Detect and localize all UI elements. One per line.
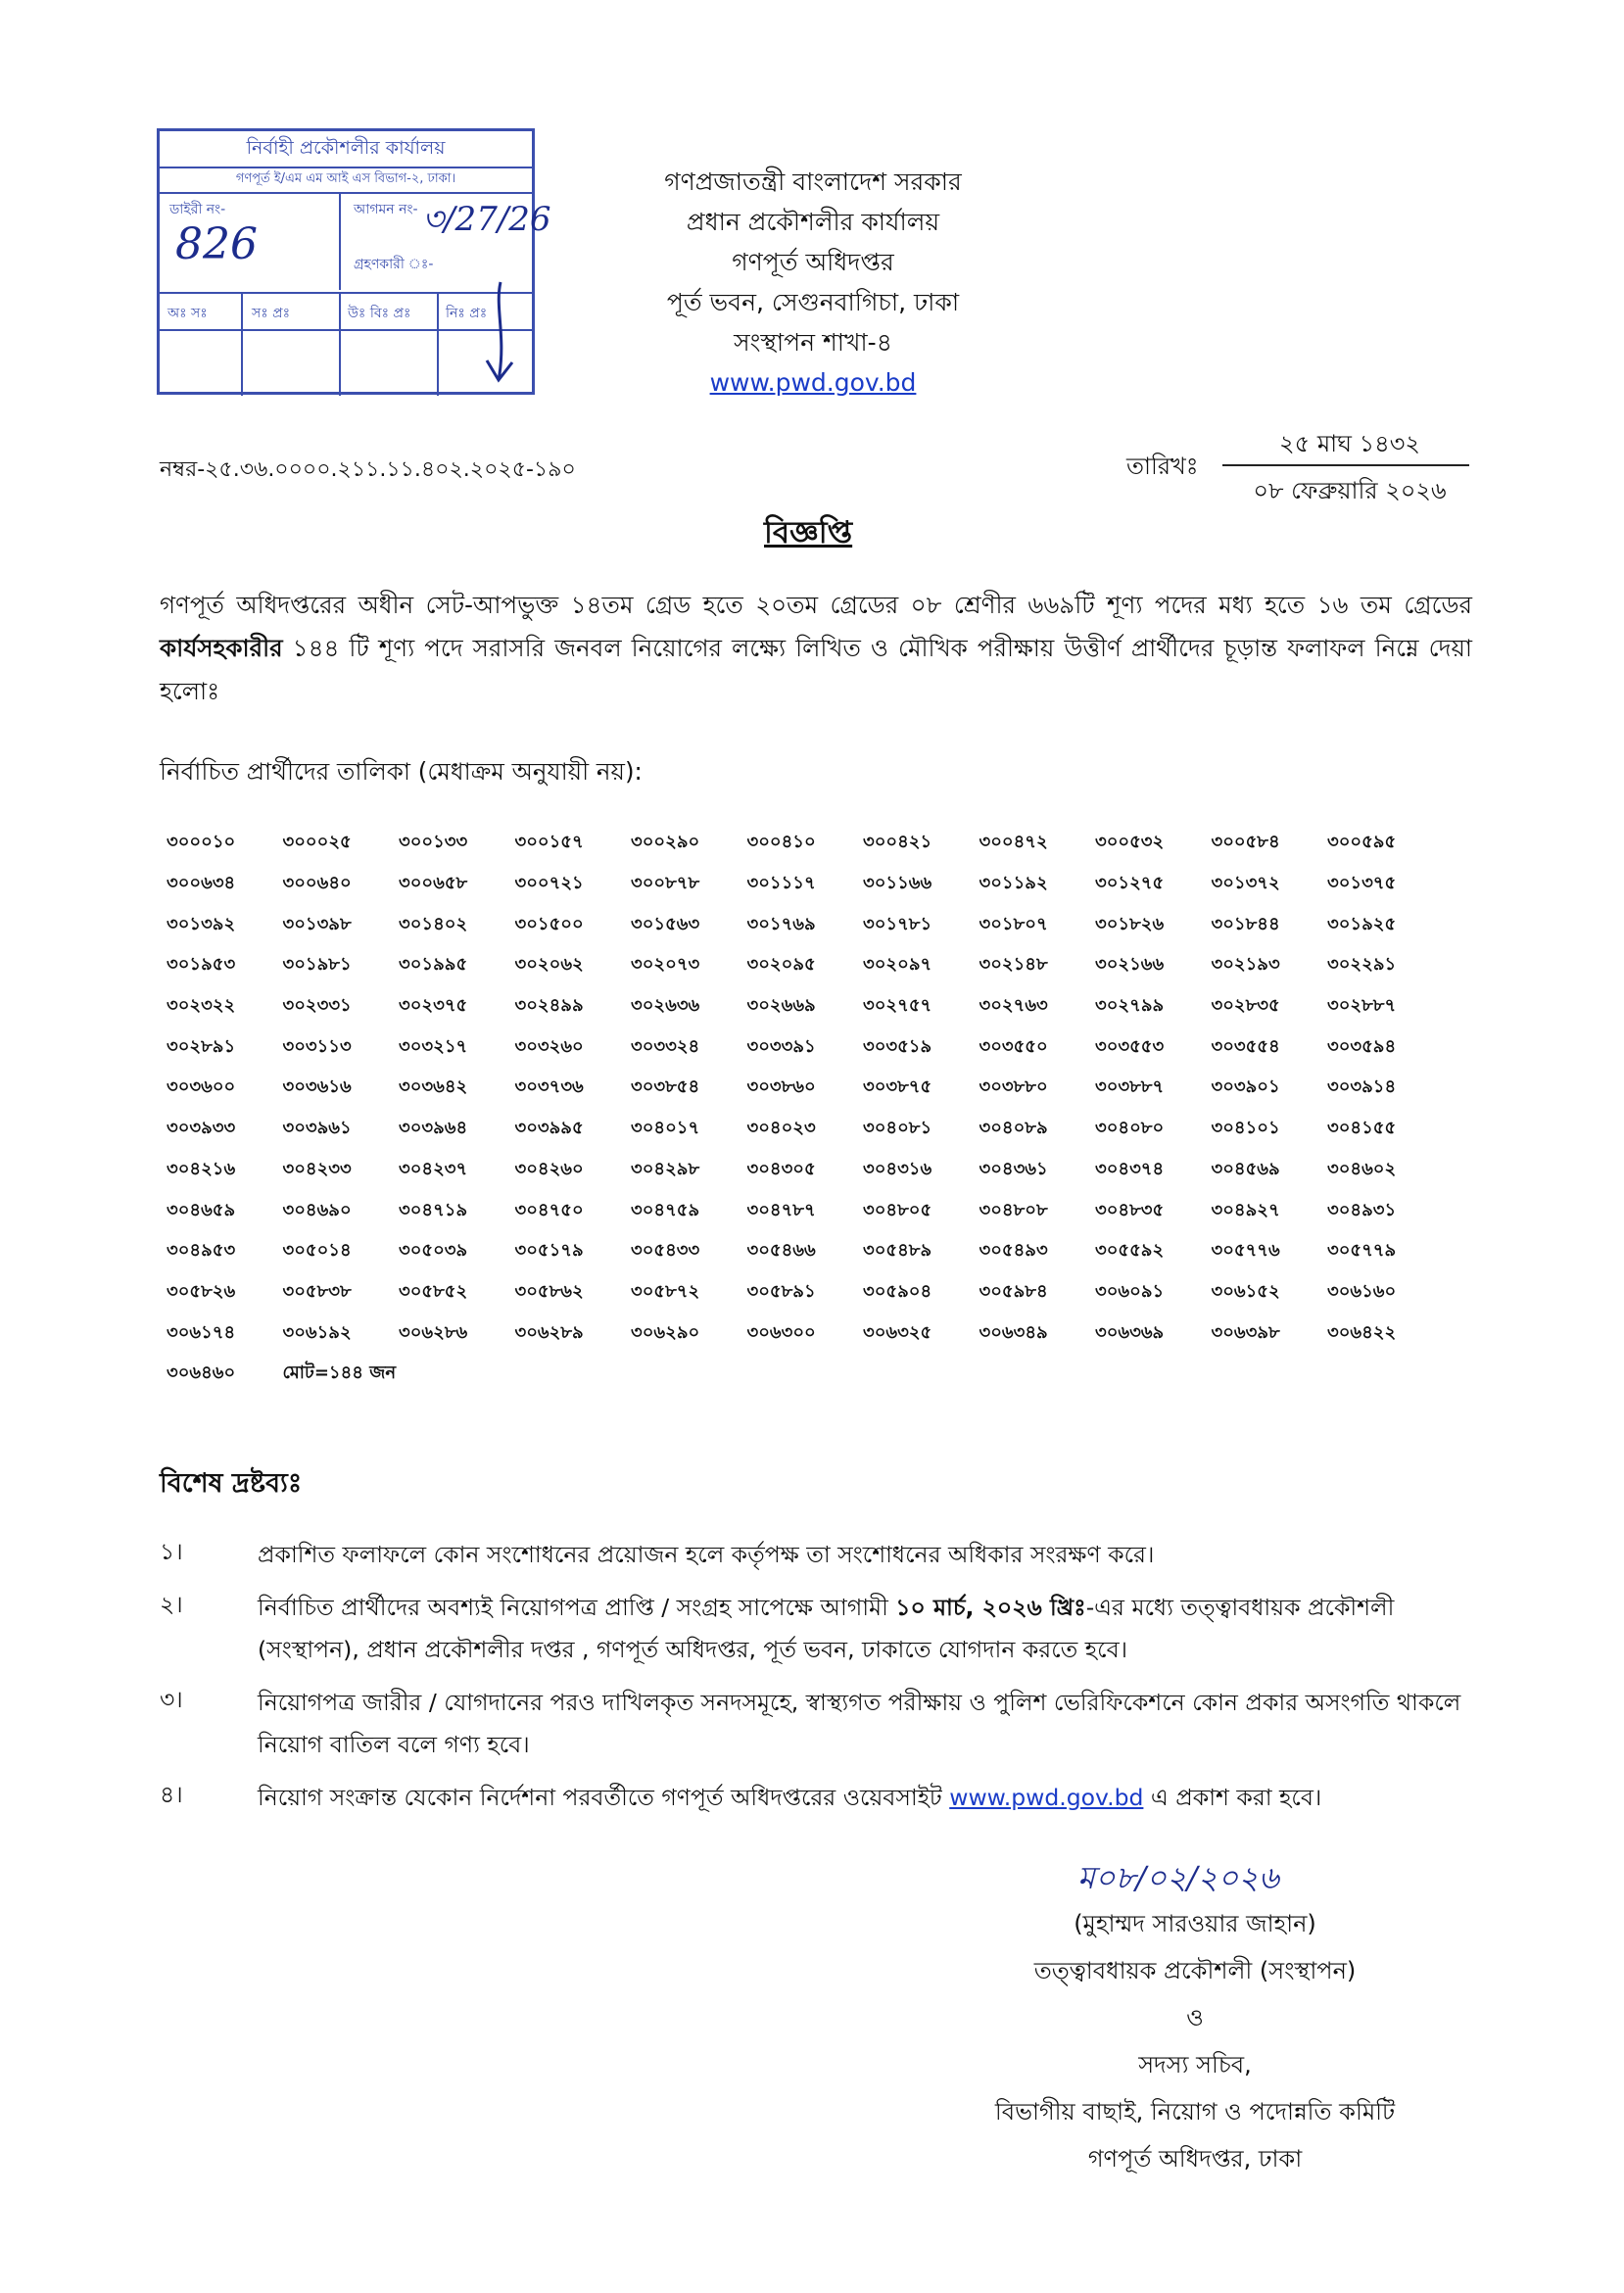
note-item: [160, 1587, 1472, 1671]
roll-number-cell: ৩০৬৩৯৮: [1211, 1321, 1280, 1343]
roll-number-cell: ৩০৪২৯৮: [631, 1158, 700, 1179]
roll-row: [167, 1231, 1444, 1272]
roll-number-cell: ৩০৩৮৭৫: [863, 1076, 932, 1098]
stamp-division: গণপূর্ত ই/এম এম আই এস বিভাগ-২, ঢাকা।: [160, 167, 532, 194]
roll-row: [167, 1272, 1444, 1314]
roll-number-cell: ৩০২৬৬৯: [746, 995, 816, 1017]
roll-number-cell: ৩০৫০৩৯: [399, 1240, 468, 1262]
roll-number-cell: ৩০০১৩৩: [399, 832, 468, 853]
stamp-cell: সঃ প্রঃ: [252, 306, 291, 321]
roll-number-cell: ৩০৬২৯০: [631, 1321, 700, 1343]
roll-number-cell: ৩০৬১৫২: [1211, 1280, 1280, 1302]
roll-number-cell: ৩০২০৭৩: [631, 954, 700, 976]
roll-number-cell: ৩০২৭৬৩: [979, 995, 1048, 1017]
roll-number-cell: ৩০৬১৯২: [282, 1321, 352, 1343]
roll-number-cell: ৩০৩৫৫০: [979, 1035, 1048, 1057]
signatory-committee: বিভাগীয় বাছাই, নিয়োগ ও পদোন্নতি কমিটি: [994, 2098, 1396, 2126]
roll-number-cell: ৩০১৮৪৪: [1211, 913, 1280, 934]
roll-number-cell: ৩০২৮৮৭: [1327, 995, 1397, 1017]
roll-number-cell: ৩০৪৭৫৯: [631, 1199, 700, 1220]
roll-number-cell: ৩০৬৩৬৯: [1095, 1321, 1165, 1343]
roll-number-cell: ৩০১৭৮১: [863, 913, 932, 934]
roll-number-cell: ৩০১৩৯২: [167, 913, 236, 934]
stamp-diary-number: 826: [175, 219, 258, 269]
roll-number-cell: ৩০৬৪৬০: [167, 1362, 236, 1384]
roll-number-cell: ৩০২৩২২: [167, 995, 236, 1017]
stamp-office: নির্বাহী প্রকৌশলীর কার্যালয়: [160, 131, 532, 168]
header-line-2: প্রধান প্রকৌশলীর কার্যালয়: [686, 208, 940, 236]
date-english: ০৮ ফেব্রুয়ারি ২০২৬: [1253, 477, 1447, 504]
header-website-link[interactable]: www.pwd.gov.bd: [709, 368, 917, 397]
roll-number-cell: ৩০২৮৯১: [167, 1035, 236, 1057]
roll-number-cell: ৩০৪৩৭৪: [1095, 1158, 1165, 1179]
roll-number-cell: ৩০৬২৮৬: [399, 1321, 468, 1343]
roll-row: [167, 1150, 1444, 1191]
note-number: ৪।: [160, 1781, 183, 1808]
header-line-5: সংস্থাপন শাখা-৪: [734, 328, 892, 357]
roll-number-cell: ৩০৪৩১৬: [863, 1158, 932, 1179]
signature-block: [979, 1900, 1410, 2182]
signatory-role: সদস্য সচিব,: [1138, 2051, 1252, 2078]
roll-number-cell: ৩০১৯২৫: [1327, 913, 1397, 934]
stamp-cell: অঃ সঃ: [167, 306, 208, 321]
roll-number-cell: ৩০৪১০১: [1211, 1118, 1280, 1139]
handwritten-mark: [483, 278, 522, 386]
roll-number-cell: ৩০১৫০০: [514, 913, 584, 934]
roll-number-cell: ৩০১৯৯৫: [399, 954, 468, 976]
roll-number-cell: ৩০১২৭৫: [1095, 873, 1165, 894]
roll-number-cell: ৩০৫৫৯২: [1095, 1240, 1165, 1262]
note-text: নিয়োগপত্র জারীর / যোগদানের পরও দাখিলকৃত সনদসমূহে, স্বাস্থ্যগত পরীক্ষায় ও পুলিশ ভেরিফিকেশনে কোন প্রকার অসংগতি থাকলে নিয়োগ বাতিল বলে গণ্য হবে।: [258, 1689, 1461, 1758]
roll-number-cell: ৩০২৭৯৯: [1095, 995, 1165, 1017]
roll-number-cell: ৩০৫৭৭৯: [1327, 1240, 1397, 1262]
roll-number-cell: ৩০৩৩২৪: [631, 1035, 700, 1057]
roll-number-cell: ৩০২৮৩৫: [1211, 995, 1280, 1017]
roll-number-cell: ৩০৬১৬০: [1327, 1280, 1397, 1302]
roll-number-cell: ৩০৩৫৫৪: [1211, 1035, 1280, 1057]
roll-number-cell: ৩০৫৪৬৬: [746, 1240, 816, 1262]
note-text-pre: নিয়োগ সংক্রান্ত যেকোন নির্দেশনা পরবর্তীতে গণপূর্ত অধিদপ্তরের ওয়েবসাইট: [258, 1784, 950, 1811]
roll-number-cell: ৩০৫৮২৬: [167, 1280, 236, 1302]
roll-number-cell: ৩০৩৬০০: [167, 1076, 236, 1098]
roll-number-cell: ৩০৩৬১৬: [282, 1076, 352, 1098]
roll-number-cell: ৩০০২৯০: [631, 832, 700, 853]
roll-number-cell: ৩০০৫৮৪: [1211, 832, 1280, 853]
list-heading: নির্বাচিত প্রার্থীদের তালিকা (মেধাক্রম অনুযায়ী নয়):: [160, 757, 643, 786]
roll-number-cell: ৩০৪৬০২: [1327, 1158, 1397, 1179]
roll-number-cell: ৩০৩৫৫৩: [1095, 1035, 1165, 1057]
roll-number-cell: ৩০৪২৩৩: [282, 1158, 352, 1179]
special-notes-heading: বিশেষ দ্রষ্টব্যঃ: [160, 1468, 303, 1499]
roll-number-cell: ৩০৬১৭৪: [167, 1321, 236, 1343]
roll-number-cell: ৩০০৭২১: [514, 873, 584, 894]
note-number: ২।: [160, 1591, 183, 1618]
intro-part-1: গণপূর্ত অধিদপ্তরের অধীন সেট-আপভুক্ত ১৪তম গ্রেড হতে ২০তম গ্রেডের ০৮ শ্রেণীর ৬৬৯টি শূণ্য পদের মধ্য হতে ১৬ তম গ্রেডের: [160, 591, 1472, 619]
roll-row: [167, 904, 1444, 945]
roll-number-cell: ৩০৪৬৫৯: [167, 1199, 236, 1220]
roll-row: [167, 1190, 1444, 1231]
roll-number-cell: ৩০৪২৬০: [514, 1158, 584, 1179]
roll-number-cell: ৩০৩৩৯১: [746, 1035, 816, 1057]
roll-number-cell: ৩০৪০৮১: [863, 1118, 932, 1139]
roll-number-cell: ৩০২০৯৫: [746, 954, 816, 976]
roll-number-cell: ৩০৬৩৪৯: [979, 1321, 1048, 1343]
roll-number-cell: ৩০২৬৩৬: [631, 995, 700, 1017]
signatory-office: গণপূর্ত অধিদপ্তর, ঢাকা: [1087, 2145, 1303, 2173]
roll-number-cell: ৩০১৯৫৩: [167, 954, 236, 976]
memo-number: নম্বর-২৫.৩৬.০০০০.২১১.১১.৪০২.২০২৫-১৯০: [160, 457, 576, 482]
roll-number-cell: ৩০৫০১৪: [282, 1240, 352, 1262]
date-label: তারিখঃ: [1126, 453, 1199, 480]
note-item: [160, 1534, 1472, 1576]
note-number: ৩।: [160, 1686, 183, 1713]
roll-number-cell: ৩০২৩৩১: [282, 995, 352, 1017]
roll-number-cell: ৩০৩১১৩: [282, 1035, 352, 1057]
roll-row: [167, 864, 1444, 905]
note-text: [258, 1777, 1472, 1819]
stamp-cells: [160, 292, 532, 331]
roll-number-cell: ৩০৪৫৬৯: [1211, 1158, 1280, 1179]
roll-number-cell: ৩০৪০১৭: [631, 1118, 700, 1139]
roll-number-cell: ৩০৫৯৮৪: [979, 1280, 1048, 1302]
signatory-designation: তত্ত্বাবধায়ক প্রকৌশলী (সংস্থাপন): [1033, 1957, 1357, 1984]
roll-number-cell: ৩০৪২১৬: [167, 1158, 236, 1179]
roll-number-cell: ৩০০৪১০: [746, 832, 816, 853]
roll-number-cell: ৩০৩৬৪২: [399, 1076, 468, 1098]
receiving-stamp: [157, 128, 551, 395]
roll-number-cell: ৩০১৯৮১: [282, 954, 352, 976]
roll-number-cell: ৩০১১৯২: [979, 873, 1048, 894]
roll-number-cell: ৩০১৭৬৯: [746, 913, 816, 934]
roll-number-cell: ৩০১৫৬৩: [631, 913, 700, 934]
roll-number-cell: ৩০৪২৩৭: [399, 1158, 468, 1179]
roll-number-cell: ৩০৫৮৬২: [514, 1280, 584, 1302]
roll-number-cell: ৩০০৪৭২: [979, 832, 1048, 853]
roll-number-cell: ৩০২১৪৮: [979, 954, 1048, 976]
office-header: [568, 162, 1058, 403]
roll-number-cell: ৩০১৩৯৮: [282, 913, 352, 934]
roll-number-cell: ৩০৪৯৫৩: [167, 1240, 236, 1262]
roll-row: [167, 823, 1444, 864]
signatory-name: (মুহাম্মদ সারওয়ার জাহান): [1074, 1910, 1316, 1937]
roll-row: [167, 945, 1444, 986]
note-text: [258, 1587, 1472, 1671]
roll-number-cell: ৩০৬৩২৫: [863, 1321, 932, 1343]
roll-number-cell: ৩০২০৬২: [514, 954, 584, 976]
roll-number-cell: ৩০৪৩০৫: [746, 1158, 816, 1179]
header-line-4: পূর্ত ভবন, সেগুনবাগিচা, ঢাকা: [666, 288, 960, 316]
roll-number-cell: ৩০০০২৫: [282, 832, 352, 853]
roll-number-cell: ৩০১৪০২: [399, 913, 468, 934]
roll-number-table: [167, 823, 1444, 1395]
roll-number-cell: ৩০০৬৪০: [282, 873, 352, 894]
intro-paragraph: [160, 584, 1472, 713]
roll-number-cell: ৩০০০১০: [167, 832, 236, 853]
note-item: [160, 1682, 1472, 1766]
roll-number-cell: ৩০১৮২৬: [1095, 913, 1165, 934]
signature-handwriting: ম০৮/০২/২০২৬: [1077, 1859, 1279, 1896]
roll-number-cell: ৩০২৭৫৭: [863, 995, 932, 1017]
roll-number-cell: ৩০৩৮৮৭: [1095, 1076, 1165, 1098]
roll-number-cell: ৩০৩৮৫৪: [631, 1076, 700, 1098]
stamp-receive-number: ৩/27/26: [422, 200, 551, 239]
stamp-cell: নিঃ প্রঃ: [446, 306, 488, 321]
roll-number-cell: ৩০৪৮৩৫: [1095, 1199, 1165, 1220]
roll-number-cell: ৩০৩৯৯৫: [514, 1118, 584, 1139]
roll-number-cell: ৩০২২৯১: [1327, 954, 1397, 976]
roll-number-cell: ৩০১১১৭: [746, 873, 816, 894]
roll-number-cell: ৩০৫৪৯৩: [979, 1240, 1048, 1262]
roll-number-cell: ৩০৩৯১৪: [1327, 1076, 1397, 1098]
roll-number-cell: ৩০২৪৯৯: [514, 995, 584, 1017]
roll-number-cell: ৩০৩৮৮০: [979, 1076, 1048, 1098]
roll-number-cell: ৩০৬৪২২: [1327, 1321, 1397, 1343]
roll-number-cell: ৩০৪১৫৫: [1327, 1118, 1397, 1139]
roll-number-cell: ৩০৩৯০১: [1211, 1076, 1280, 1098]
stamp-receive-label: আগমন নং-: [354, 202, 418, 217]
intro-post-name: কার্যসহকারীর: [160, 634, 283, 662]
roll-number-cell: ৩০৩২১৭: [399, 1035, 468, 1057]
roll-number-cell: ৩০৩৯৬৪: [399, 1118, 468, 1139]
roll-number-cell: ৩০৩৭৩৬: [514, 1076, 584, 1098]
roll-number-cell: ৩০৬২৮৯: [514, 1321, 584, 1343]
roll-row: [167, 1109, 1444, 1150]
roll-number-cell: ৩০০৮৭৮: [631, 873, 700, 894]
intro-part-2: ১৪৪ টি শূণ্য পদে সরাসরি জনবল নিয়োগের লক্ষ্যে লিখিত ও মৌখিক পরীক্ষায় উত্তীর্ণ প্রার্থীদের চূড়ান্ত ফলাফল নিম্নে দেয়া হলোঃ: [160, 634, 1472, 705]
roll-row: [167, 1068, 1444, 1109]
roll-row: [167, 986, 1444, 1027]
roll-number-cell: ৩০০৪২১: [863, 832, 932, 853]
roll-number-cell: ৩০০৬৫৮: [399, 873, 468, 894]
roll-number-cell: ৩০৩২৬০: [514, 1035, 584, 1057]
notice-title: বিজ্ঞপ্তি: [764, 515, 853, 550]
roll-number-cell: ৩০৪০৮০: [1095, 1118, 1165, 1139]
roll-number-cell: ৩০৪০২৩: [746, 1118, 816, 1139]
stamp-middle: [160, 192, 551, 294]
roll-number-cell: ৩০১১৬৬: [863, 873, 932, 894]
roll-number-cell: ৩০৪৩৬১: [979, 1158, 1048, 1179]
roll-number-cell: ৩০৫৮৫২: [399, 1280, 468, 1302]
roll-number-cell: ৩০৫৪৮৯: [863, 1240, 932, 1262]
roll-number-cell: ৩০৪৬৯০: [282, 1199, 352, 1220]
roll-number-cell: ৩০৩৫৯৪: [1327, 1035, 1397, 1057]
note-text: প্রকাশিত ফলাফলে কোন সংশোধনের প্রয়োজন হলে কর্তৃপক্ষ তা সংশোধনের অধিকার সংরক্ষণ করে।: [258, 1541, 1155, 1568]
roll-number-cell: ৩০৪৭১৯: [399, 1199, 468, 1220]
note-text-post: এ প্রকাশ করা হবে।: [1143, 1784, 1322, 1811]
signatory-and: ও: [1186, 2004, 1204, 2031]
stamp-diary-label: ডাইরী নং-: [169, 202, 226, 217]
roll-number-cell: ৩০৪০৮৯: [979, 1118, 1048, 1139]
roll-number-cell: ৩০৩৯৬১: [282, 1118, 352, 1139]
date-divider: [1222, 464, 1469, 466]
header-line-3: গণপূর্ত অধিদপ্তর: [732, 248, 894, 276]
roll-number-cell: ৩০৬৩০০: [746, 1321, 816, 1343]
roll-number-cell: ৩০০৬৩৪: [167, 873, 236, 894]
roll-number-cell: ৩০১৩৭৫: [1327, 873, 1397, 894]
roll-number-cell: ৩০৪৯৩১: [1327, 1199, 1397, 1220]
stamp-receiver-label: গ্রহণকারী ঃ-: [354, 257, 434, 272]
note-item: [160, 1777, 1472, 1819]
roll-number-cell: ৩০০১৫৭: [514, 832, 584, 853]
roll-number-cell: ৩০৫৯০৪: [863, 1280, 932, 1302]
roll-table-body: [167, 823, 1444, 1395]
roll-number-cell: ৩০২০৯৭: [863, 954, 932, 976]
roll-number-cell: ৩০০৫৩২: [1095, 832, 1165, 853]
roll-number-cell: ৩০৩৯৩৩: [167, 1118, 236, 1139]
roll-number-cell: ৩০৩৫১৯: [863, 1035, 932, 1057]
roll-number-cell: ৩০৪৭৮৭: [746, 1199, 816, 1220]
roll-number-cell: ৩০৫৪৩৩: [631, 1240, 700, 1262]
roll-number-cell: ৩০৫৮৩৮: [282, 1280, 352, 1302]
note-number: ১।: [160, 1538, 183, 1565]
special-notes-list: [160, 1534, 1472, 1830]
note-text-post: -এর মধ্যে তত্ত্বাবধায়ক প্রকৌশলী (সংস্থাপন), প্রধান প্রকৌশলীর দপ্তর , গণপূর্ত অধিদপ্তর, পূর্ত ভবন, ঢাকাতে যোগদান করতে হবে।: [258, 1594, 1395, 1663]
roll-number-cell: ৩০৫৮৭২: [631, 1280, 700, 1302]
note-text-pre: নির্বাচিত প্রার্থীদের অবশ্যই নিয়োগপত্র প্রাপ্তি / সংগ্রহ সাপেক্ষে আগামী: [258, 1594, 896, 1621]
roll-number-cell: ৩০৪৭৫০: [514, 1199, 584, 1220]
roll-number-cell: ৩০৫১৭৯: [514, 1240, 584, 1262]
roll-row: [167, 1027, 1444, 1068]
roll-number-cell: ৩০৪৯২৭: [1211, 1199, 1280, 1220]
roll-number-cell: ৩০০৫৯৫: [1327, 832, 1397, 853]
header-line-1: গণপ্রজাতন্ত্রী বাংলাদেশ সরকার: [664, 167, 962, 196]
roll-number-cell: ৩০১৩৭২: [1211, 873, 1280, 894]
roll-row: [167, 1354, 1444, 1395]
roll-number-cell: ৩০৪৮০৮: [979, 1199, 1048, 1220]
roll-number-cell: ৩০৩৮৬০: [746, 1076, 816, 1098]
roll-number-cell: ৩০১৮০৭: [979, 913, 1048, 934]
roll-number-cell: ৩০৬০৯১: [1095, 1280, 1165, 1302]
roll-number-cell: ৩০৫৮৯১: [746, 1280, 816, 1302]
roll-row: [167, 1313, 1444, 1354]
date-bangla: ২৫ মাঘ ১৪৩২: [1279, 430, 1420, 457]
roll-number-cell: ৩০২১৬৬: [1095, 954, 1165, 976]
roll-number-cell: ৩০২৩৭৫: [399, 995, 468, 1017]
total-count: মোট=১৪৪ জন: [282, 1362, 397, 1384]
roll-number-cell: ৩০৪৮০৫: [863, 1199, 932, 1220]
stamp-cell: উঃ বিঃ প্রঃ: [348, 306, 411, 321]
roll-number-cell: ৩০২১৯৩: [1211, 954, 1280, 976]
note-deadline: ১০ মার্চ, ২০২৬ খ্রিঃ: [895, 1594, 1086, 1621]
roll-number-cell: ৩০৫৭৭৬: [1211, 1240, 1280, 1262]
website-link[interactable]: www.pwd.gov.bd: [949, 1784, 1144, 1811]
